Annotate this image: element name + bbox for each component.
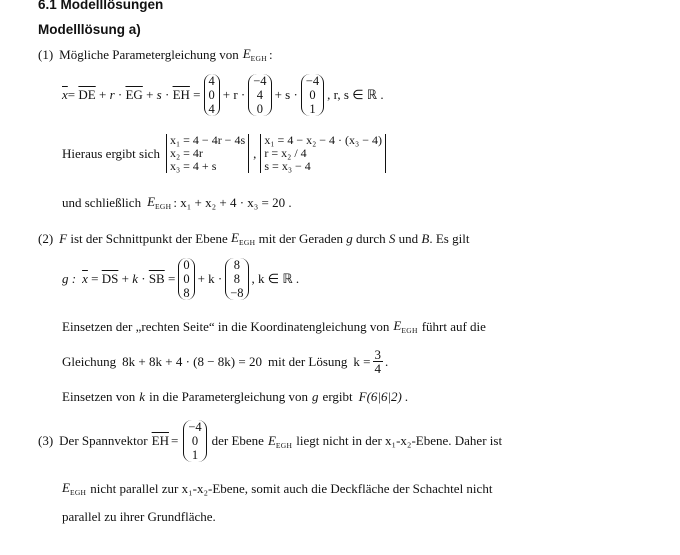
eq-rest: = $\overline{DE} + r \cdot \overline{EG} + s \cdot \overline{EH}$ =: [67, 87, 201, 102]
param-equation: [62, 74, 384, 116]
subsection-heading: Modelllösung a): [38, 22, 141, 37]
item3-line3: parallel zu ihrer Grundfläche.: [62, 509, 216, 524]
vector-eg: −4 4 0: [248, 74, 271, 116]
vector-ds: 0 0 8: [178, 258, 194, 300]
einsetzen-line: Einsetzen der „rechten Seite“ in die Koordinatengleichung von $E_{EGH}$ führt auf die: [62, 318, 486, 335]
g-label: g :: [62, 271, 77, 286]
plus-r: + r ·: [222, 87, 246, 102]
item1-number: (1): [38, 46, 54, 62]
item1-text: Mögliche Parametergleichung von: [59, 46, 239, 62]
plane-E: $E_{EGH}$: [242, 46, 267, 63]
fraction-3-4: $\frac{3}{4}$: [374, 347, 382, 376]
system-line: Hieraus ergibt sich x₁ = 4 − 4r − 4s x₂ = 4r x₃ = 4 + s , x₁ = 4 − x₂ − 4 · (x₃ − 4) r = x₂ / 4 s = x₃ − 4: [62, 134, 388, 173]
item2-number: (2): [38, 230, 54, 246]
gleichung-line: Gleichung 8k + 8k + 4 · (8 − 8k) = 20 mit der Lösung k = $\frac{3}{4}$ .: [62, 347, 389, 376]
section-heading: 6.1 Modelllösungen: [38, 0, 164, 12]
hieraus-text: Hieraus ergibt sich: [62, 145, 160, 161]
vector-eh-3: −4 0 1: [183, 420, 206, 462]
item3-line: (3) Der Spannvektor $\overline{EH}$ = −4 0 1 der Ebene $E_{EGH}$ liegt nicht in der x₁-x₂-Ebene. Daher ist: [38, 420, 503, 462]
system-1: x₁ = 4 − 4r − 4s x₂ = 4r x₃ = 4 + s: [166, 134, 249, 173]
plus-k: + k ·: [197, 271, 223, 286]
point-F: F(6|6|2) .: [358, 389, 409, 404]
item1-line: [38, 46, 273, 63]
x-vector: $\overline{x}$: [62, 87, 68, 102]
final-equation-line: [62, 194, 292, 211]
plane-E: $E_{EGH}$: [231, 230, 256, 247]
colon: :: [269, 46, 273, 62]
plane-E: $E_{EGH}$: [393, 318, 418, 335]
vector-eh-label: $\overline{EH}$: [151, 433, 169, 448]
g-eq: $\overline{x} = \overline{DS} + k \cdot \overline{SB}$ =: [82, 271, 176, 286]
param-domain: , r, s ∈ ℝ .: [327, 87, 384, 102]
plane-E: $E_{EGH}$: [267, 432, 293, 450]
item3-number: (3): [38, 433, 54, 448]
vector-eh: −4 0 1: [301, 74, 324, 116]
einsetzen-k-line: Einsetzen von k in die Parametergleichung von g ergibt F(6|6|2) .: [62, 389, 409, 404]
solution-equation: 8k + 8k + 4 · (8 − 8k) = 20: [122, 353, 262, 369]
system-2: x₁ = 4 − x₂ − 4 · (x₃ − 4) r = x₂ / 4 s = x₃ − 4: [260, 134, 386, 173]
plus-s: + s ·: [274, 87, 298, 102]
item3-line2: $E_{EGH}$ nicht parallel zur x₁-x₂-Ebene, somit auch die Deckfläche der Schachtel nicht: [62, 480, 493, 497]
line-equation: [62, 258, 299, 300]
coordinate-equation: : x₁ + x₂ + 4 · x₃ = 20 .: [173, 194, 292, 210]
plane-E: $E_{EGH}$: [147, 194, 172, 211]
line-domain: , k ∈ ℝ .: [251, 271, 300, 286]
vector-de: 4 0 4: [204, 74, 220, 116]
item2-line: (2) F ist der Schnittpunkt der Ebene $E_{EGH}$ mit der Geraden g durch S und B . Es gilt: [38, 230, 470, 247]
plane-E: $E_{EGH}$: [62, 480, 87, 497]
schliesslich-text: und schließlich: [62, 194, 142, 210]
vector-sb: 8 8 −8: [225, 258, 248, 300]
